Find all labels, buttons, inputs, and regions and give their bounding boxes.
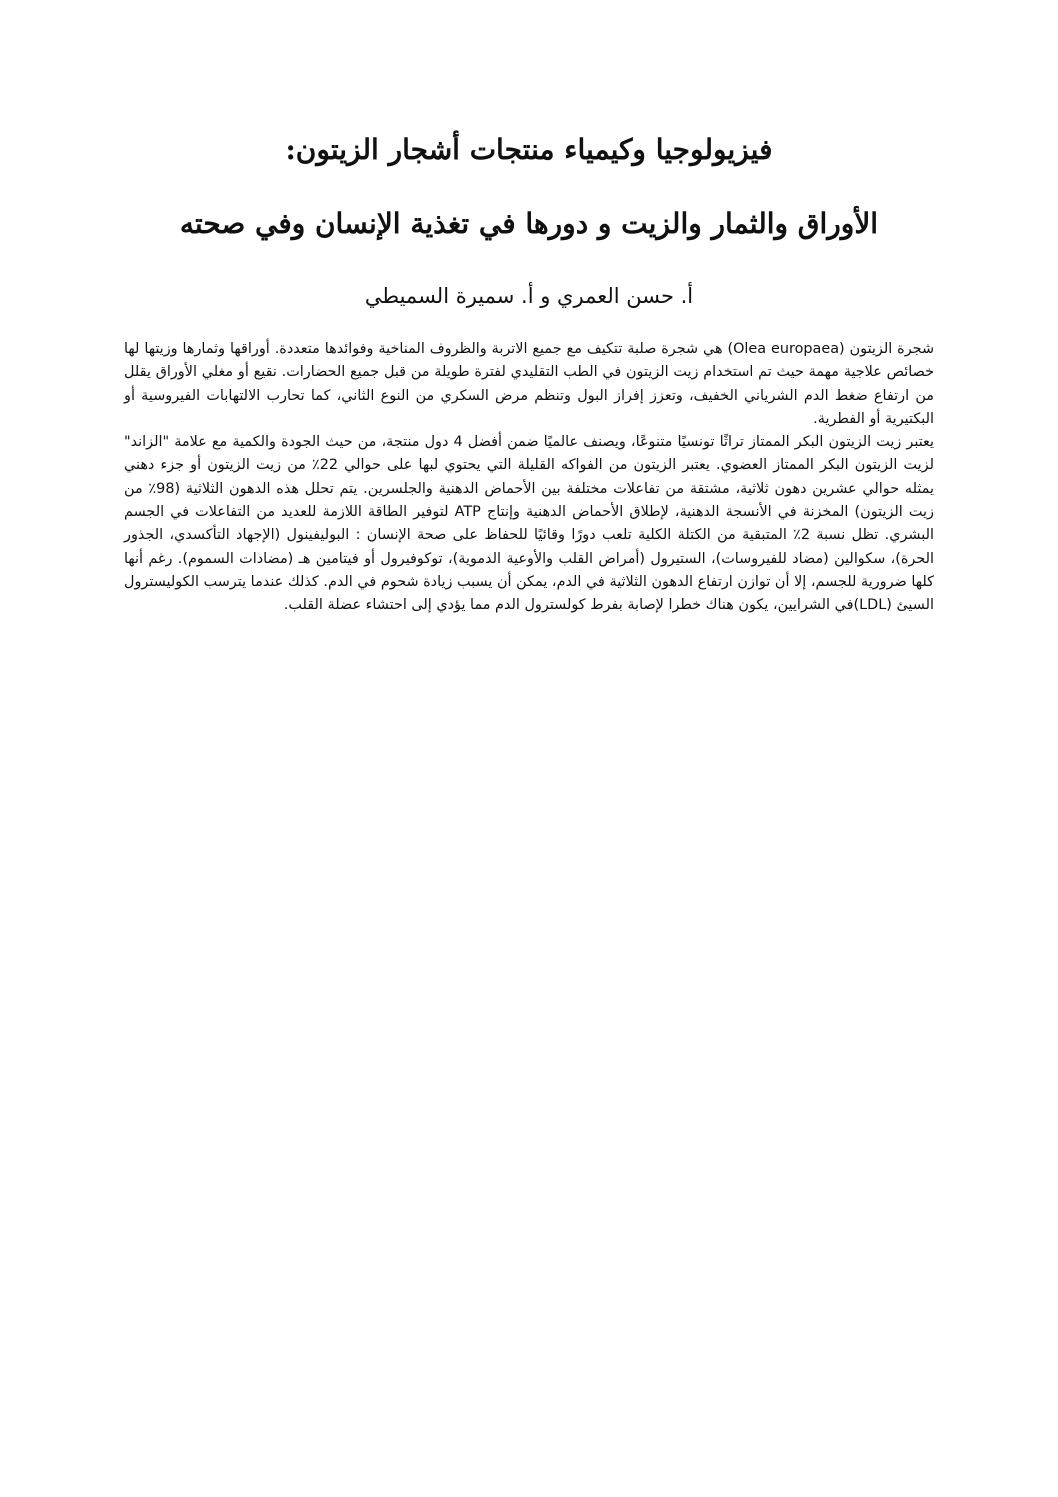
document-subtitle: الأوراق والثمار والزيت و دورها في تغذية الإنسان وفي صحته: [179, 207, 879, 240]
paragraph-olive-oil: يعتبر زيت الزيتون البكر الممتاز تراثًا تونسيًا متنوعًا، ويصنف عالميًا ضمن أفضل 4 دول منتجة، من حيث الجودة والكمية مع علامة "الزاند" لزيت الزيتون البكر الممتاز العضوي. يعتبر الزيتون من الفواكه القليلة التي يحتوي لبها على حوالي 22٪ من زيت الزيتون أو جزء دهني يمثله حوالي عشرين دهون ثلاثية، مشتقة من تفاعلات مختلفة بين الأحماض الدهنية والجلسرين. يتم تحلل هذه الدهون الثلاثية (98٪ من زيت الزيتون) المخزنة في الأنسجة الدهنية، لإطلاق الأحماض الدهنية وإنتاج ATP لتوفير الطاقة اللازمة للعديد من التفاعلات في الجسم البشري. تظل نسبة 2٪ المتبقية من الكتلة الكلية تلعب دورًا وقائيًا للحفاظ على صحة الإنسان : البوليفينول (الإجهاد التأكسدي، الجذور الحرة)، سكوالين (مضاد للفيروسات)، الستيرول (أمراض القلب والأوعية الدموية)، توكوفيرول أو فيتامين هـ (مضادات السموم). رغم أنها كلها ضرورية للجسم، إلا أن توازن ارتفاع الدهون الثلاثية في الدم، يمكن أن يسبب زيادة شحوم في الدم. كذلك عندما يترسب الكوليسترول السيئ (LDL)في الشرايين، يكون هناك خطرا لإصابة بفرط كولسترول الدم مما يؤدي إلى احتشاء عضلة القلب.: [124, 434, 935, 614]
paragraph-intro: شجرة الزيتون (Olea europaea) هي شجرة صلبة تتكيف مع جميع الاتربة والظروف المناخية وفوائدها متعددة. أوراقها وثمارها وزيتها لها خصائص علاجية مهمة حيث تم استخدام زيت الزيتون في الطب التقليدي لفترة طويلة من قبل جميع الحضارات. نقيع أو مغلي الأوراق يقلل من ارتفاع ضغط الدم الشرياني الخفيف، وتعزز إفراز البول وتنظم مرض السكري من النوع الثاني، كما تحارب الالتهابات الفيروسية أو البكتيرية أو الفطرية.: [124, 341, 935, 427]
authors-line: أ. حسن العمري و أ. سميرة السميطي: [364, 284, 694, 308]
body-text: [124, 338, 934, 618]
document-title: فيزيولوجيا وكيمياء منتجات أشجار الزيتون:: [285, 133, 773, 166]
